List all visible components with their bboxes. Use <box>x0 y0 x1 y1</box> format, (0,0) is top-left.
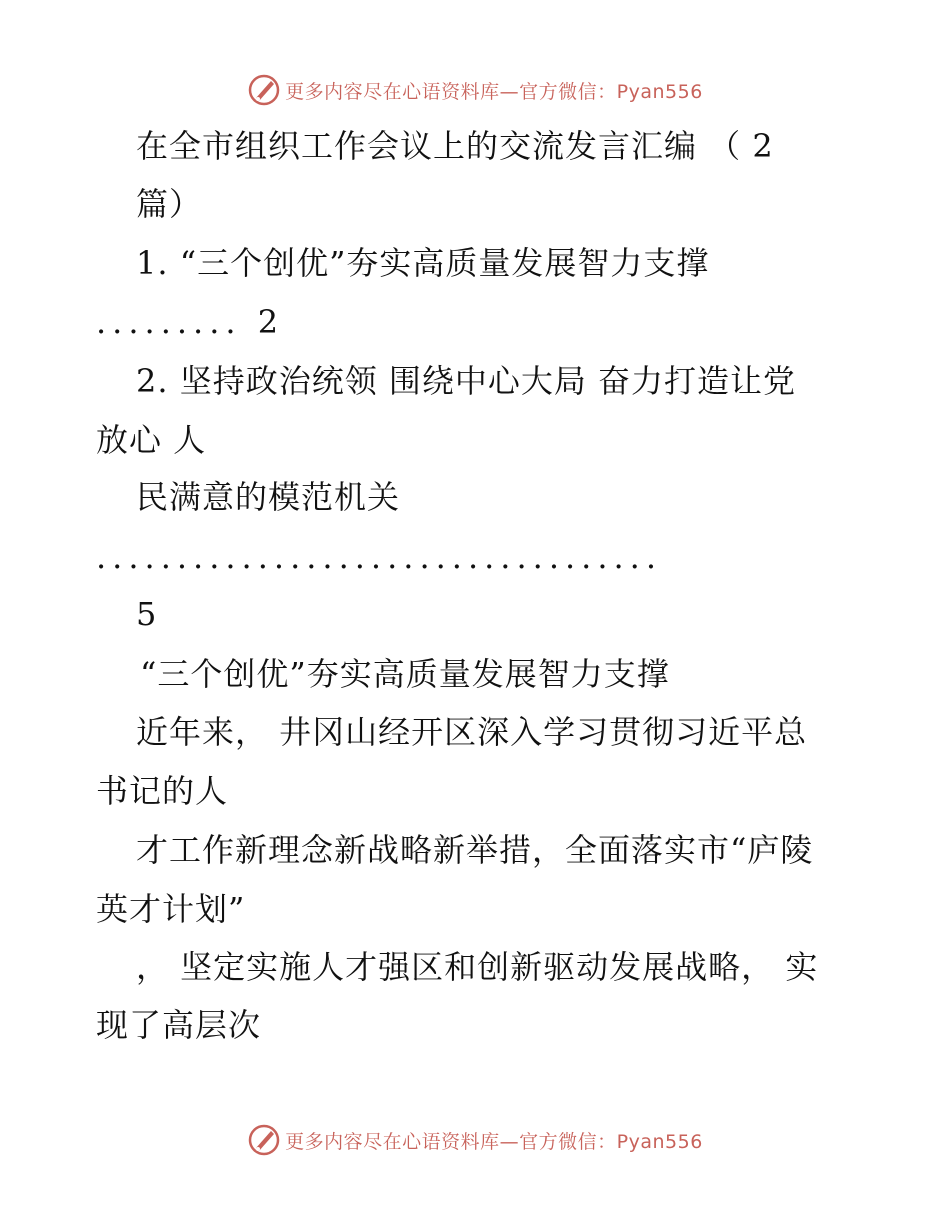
page-header-banner <box>0 70 950 110</box>
page-footer-banner <box>0 1120 950 1160</box>
body-line-4: 英才计划” <box>96 890 246 928</box>
toc-entry-2-line-c: 民满意的模范机关 <box>136 478 401 516</box>
body-line-3: 才工作新理念新战略新举措，全面落实市“庐陵 <box>136 831 814 869</box>
body-line-1: 近年来， 井冈山经开区深入学习贯彻习近平总 <box>136 713 808 751</box>
toc-entry-2: 2. 坚持政治统领 围绕中心大局 奋力打造让党 <box>136 362 797 400</box>
body-line-6: 现了高层次 <box>96 1006 262 1044</box>
toc-entry-2-leader: ................................... <box>96 538 663 576</box>
pen-logo-icon <box>247 73 281 107</box>
toc-entry-2-line-b: 放心 人 <box>96 421 207 459</box>
document-title-line-2: 篇） <box>136 185 203 223</box>
header-banner-text: 更多内容尽在心语资料库—官方微信：Pyan556 <box>285 80 703 103</box>
pen-logo-icon <box>247 1123 281 1157</box>
footer-banner-text: 更多内容尽在心语资料库—官方微信：Pyan556 <box>285 1130 703 1153</box>
section-heading: “三个创优”夯实高质量发展智力支撑 <box>140 655 670 693</box>
toc-entry-1: 1. “三个创优”夯实高质量发展智力支撑 <box>136 244 710 282</box>
body-line-2: 书记的人 <box>96 772 229 810</box>
toc-entry-1-leader: ......... 2 <box>96 303 285 341</box>
body-line-5: ， 坚定实施人才强区和创新驱动发展战略， 实 <box>136 948 819 986</box>
toc-entry-2-page: 5 <box>136 595 158 633</box>
document-title-line-1: 在全市组织工作会议上的交流发言汇编 （ 2 <box>136 127 774 165</box>
